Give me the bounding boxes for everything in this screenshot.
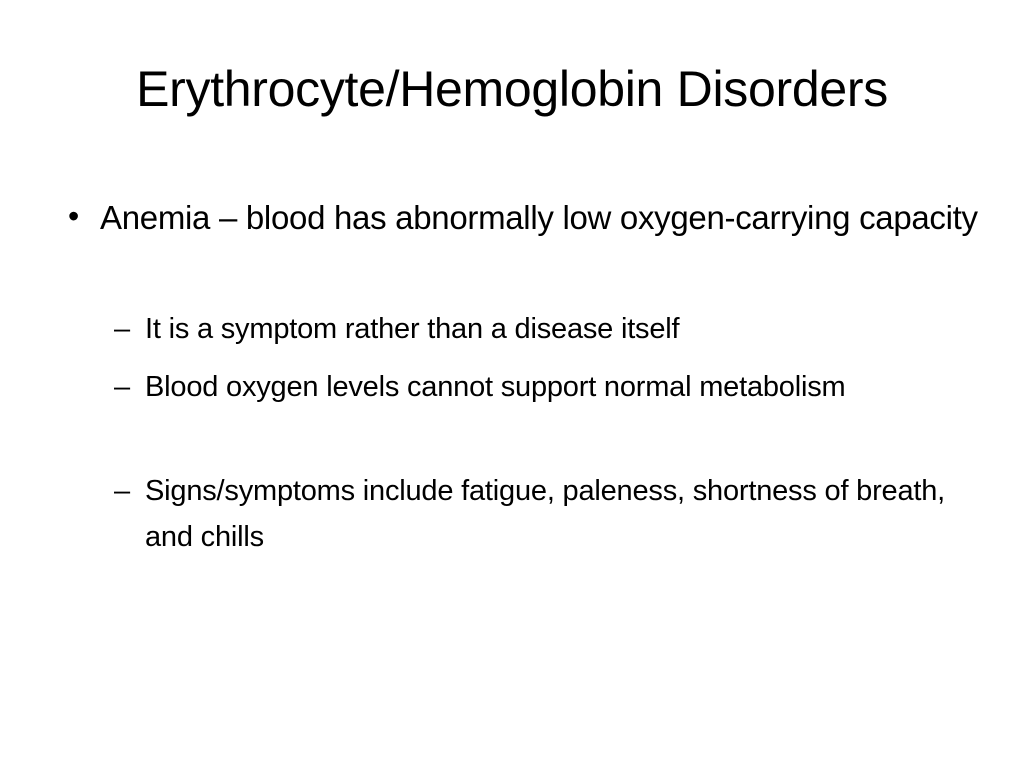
bullet-marker: •: [68, 198, 80, 234]
slide-title: Erythrocyte/Hemoglobin Disorders: [136, 61, 888, 117]
sub-bullet-text: It is a symptom rather than a disease itself: [145, 313, 680, 345]
sub-bullet-marker: –: [114, 475, 131, 507]
sub-bullet-text: Signs/symptoms include fatigue, paleness, shortness of breath, and chills: [145, 475, 946, 553]
sub-bullet-marker: –: [114, 313, 131, 345]
bullet-text: Anemia – blood has abnormally low oxygen-carrying capacity: [100, 199, 978, 236]
sub-bullet-text: Blood oxygen levels cannot support normal metabolism: [145, 371, 846, 403]
sub-bullet-marker: –: [114, 371, 131, 403]
